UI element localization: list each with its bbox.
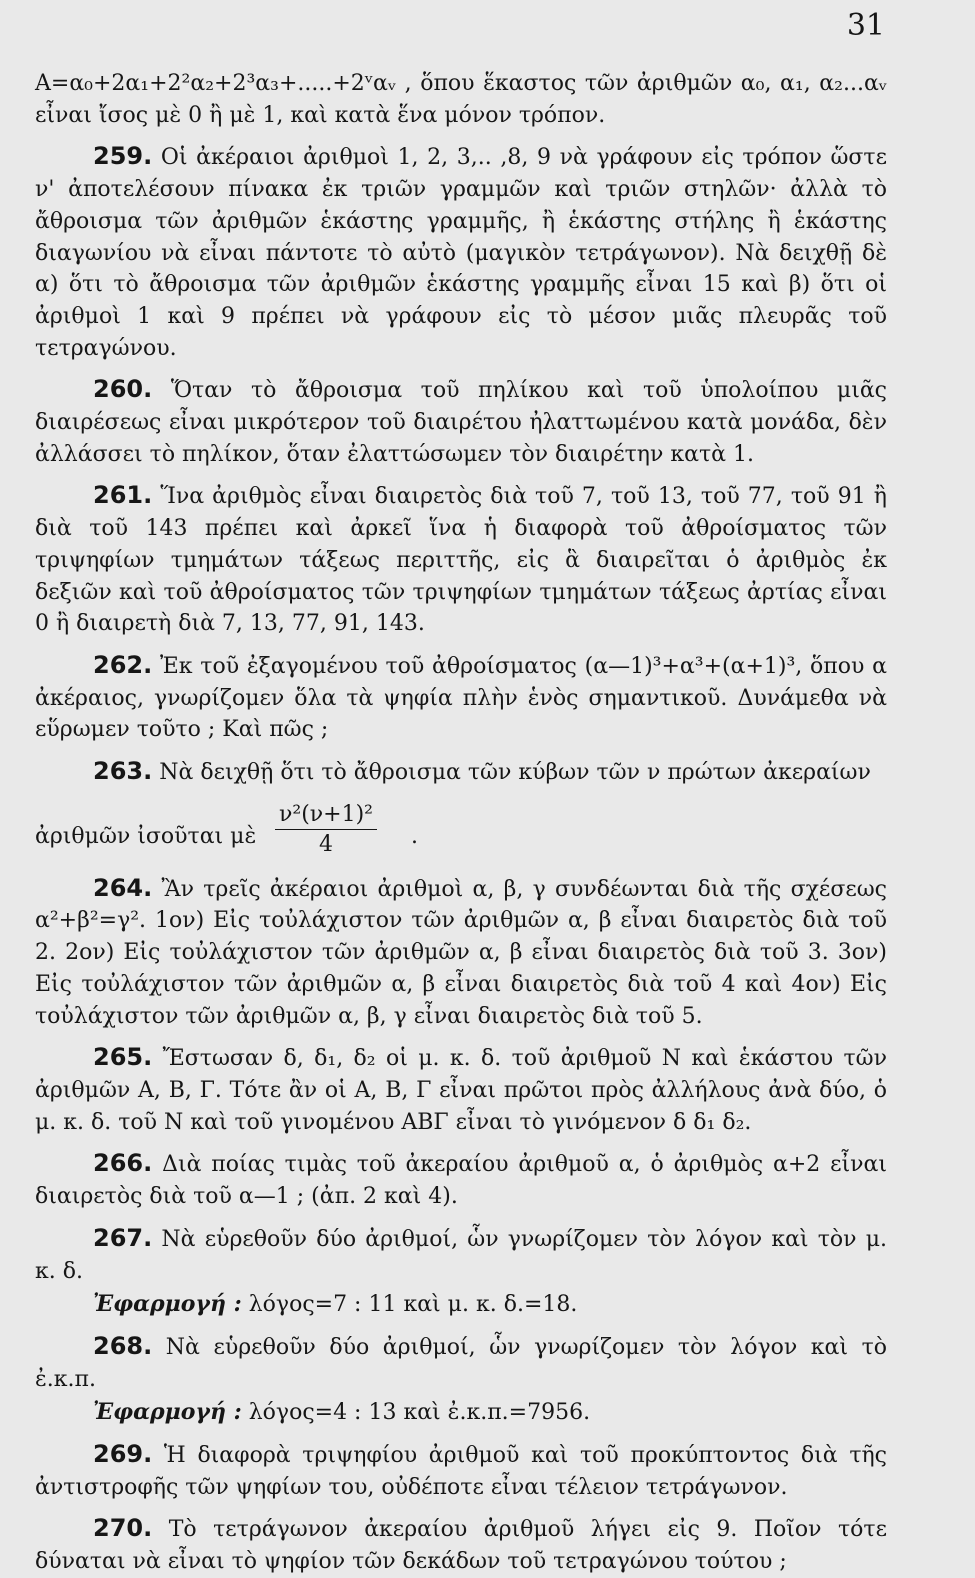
problem-text: Ἵνα ἀριθμὸς εἶναι διαιρετὸς διὰ τοῦ 7, τοῦ 13, τοῦ 77, τοῦ 91 ἢ διὰ τοῦ 143 πρέπει καὶ ἀρκεῖ ἵνα ἡ διαφορὰ τοῦ ἀθροίσματος τῶν τριψηφίων τμημάτων τάξεως περιττῆς, εἰς ἃ διαιρεῖται ὁ ἀριθμὸς ἐκ δεξιῶν καὶ τοῦ ἀθροίσματος τῶν τριψηφίων τμημάτων τάξεως ἀρτίας εἶναι 0 ἢ διαιρετὴ διὰ 7, 13, 77, 91, 143. [35,484,887,637]
page-number: 31 [846,8,885,43]
problem-259 [35,141,887,364]
application-text: λόγος=7 : 11 καὶ μ. κ. δ.=18. [248,1292,578,1318]
application-label: Ἐφαρμογή : [93,1399,242,1426]
problem-267 [35,1223,887,1287]
intro-paragraph: A=α₀+2α₁+2²α₂+2³α₃+.....+2ᵛαᵥ , ὅπου ἕκαστος τῶν ἀριθμῶν α₀, α₁, α₂...αᵥ εἶναι ἴσος μὲ 0 ἢ μὲ 1, καὶ κατὰ ἕνα μόνον τρόπον. [35,71,887,128]
problem-text: Ἐκ τοῦ ἐξαγομένου τοῦ ἀθροίσματος (α—1)³+α³+(α+1)³, ὅπου α ἀκέραιος, γνωρίζομεν ὅλα τὰ ψηφία πλὴν ἑνὸς σημαντικοῦ. Δυνάμεθα νὰ εὕρωμεν τοῦτο ; Καὶ πῶς ; [35,653,887,743]
application-267 [35,1289,887,1321]
problem-number: 262. [93,650,153,679]
problem-text: Διὰ ποίας τιμὰς τοῦ ἀκεραίου ἀριθμοῦ α, ὁ ἀριθμὸς α+2 εἶναι διαιρετὸς διὰ τοῦ α—1 ; (ἀπ. 2 καὶ 4). [35,1152,887,1210]
problem-261 [35,480,887,640]
problem-text: Νὰ εὑρεθοῦν δύο ἀριθμοί, ὧν γνωρίζομεν τὸν λόγον καὶ τὸ ἐ.κ.π. [35,1334,887,1392]
problem-number: 261. [93,481,153,510]
problem-text: Ἔστωσαν δ, δ₁, δ₂ οἱ μ. κ. δ. τοῦ ἀριθμοῦ Ν καὶ ἑκάστου τῶν ἀριθμῶν Α, Β, Γ. Τότε ἂν οἱ Α, Β, Γ εἶναι πρῶτοι πρὸς ἀλλήλους ἀνὰ δύο, ὁ μ. κ. δ. τοῦ Ν καὶ τοῦ γινομένου ΑΒΓ εἶναι τὸ γινόμενον δ δ₁ δ₂. [35,1046,887,1135]
problem-number: 269. [93,1440,153,1469]
fraction-numerator: ν²(ν+1)² [275,801,377,830]
problem-number: 266. [93,1149,153,1178]
problem-number: 263. [93,757,153,786]
problem-text: Τὸ τετράγωνον ἀκεραίου ἀριθμοῦ λήγει εἰς 9. Ποῖον τότε δύναται νὰ εἶναι τὸ ψηφίον τῶν δεκάδων τοῦ τετραγώνου τούτου ; [35,1517,887,1575]
application-text: λόγος=4 : 13 καὶ ἐ.κ.π.=7956. [248,1400,591,1426]
problem-268 [35,1331,887,1395]
formula-end: . [411,823,418,849]
problem-270 [35,1513,887,1577]
formula-fraction [275,801,377,860]
problem-text: Νὰ εὑρεθοῦν δύο ἀριθμοί, ὧν γνωρίζομεν τὸν λόγον καὶ τὸν μ. κ. δ. [35,1226,887,1284]
formula-prefix: ἀριθμῶν ἰσοῦται μὲ [35,823,257,849]
formula-line [35,801,887,863]
problem-263 [35,756,887,789]
problem-264 [35,873,887,1033]
problem-text: Ἡ διαφορὰ τριψηφίου ἀριθμοῦ καὶ τοῦ προκύπτοντος διὰ τῆς ἀντιστροφῆς τῶν ψηφίων του, οὐδέποτε εἶναι τέλειον τετράγωνον. [35,1443,887,1500]
problem-265 [35,1042,887,1138]
problem-number: 259. [93,142,153,171]
problem-number: 270. [93,1514,153,1543]
problem-262 [35,650,887,746]
application-268 [35,1397,887,1429]
problem-269 [35,1439,887,1503]
application-label: Ἐφαρμογή : [93,1291,242,1318]
problem-number: 267. [93,1223,153,1252]
page-body [35,68,887,1578]
problem-text: Νὰ δειχθῇ ὅτι τὸ ἄθροισμα τῶν κύβων τῶν ν πρώτων ἀκεραίων [159,760,871,786]
problem-text: Ἂν τρεῖς ἀκέραιοι ἀριθμοὶ α, β, γ συνδέωνται διὰ τῆς σχέσεως α²+β²=γ². 1ον) Εἰς τοὐλάχιστον τῶν ἀριθμῶν α, β εἶναι διαιρετὸς διὰ τοῦ 2. 2ον) Εἰς τοὐλάχιστον τῶν ἀριθμῶν α, β εἶναι διαιρετὸς διὰ τοῦ 3. 3ον) Εἰς τοὐλάχιστον τῶν ἀριθμῶν α, β εἶναι διαιρετὸς διὰ τοῦ 4 καὶ 4ον) Εἰς τοὐλάχιστον τῶν ἀριθμῶν α, β, γ εἶναι διαιρετὸς διὰ τοῦ 5. [35,876,887,1029]
problem-text: Οἱ ἀκέραιοι ἀριθμοὶ 1, 2, 3,.. ,8, 9 νὰ γράφουν εἰς τρόπον ὥστε ν' ἀποτελέσουν πίνακα ἐκ τριῶν γραμμῶν καὶ τριῶν στηλῶν· ἀλλὰ τὸ ἄθροισμα τῶν ἀριθμῶν ἑκάστης γραμμῆς, ἢ ἑκάστης στήλης ἢ ἑκάστης διαγωνίου νὰ εἶναι πάντοτε τὸ αὐτὸ (μαγικὸν τετράγωνον). Νὰ δειχθῇ δὲ α) ὅτι τὸ ἄθροισμα τῶν ἀριθμῶν ἑκάστης γραμμῆς εἶναι 15 καὶ β) ὅτι οἱ ἀριθμοὶ 1 καὶ 9 πρέπει νὰ γράφουν εἰς τὸ μέσον μιᾶς πλευρᾶς τοῦ τετραγώνου. [35,145,887,361]
problem-number: 260. [93,375,153,404]
fraction-denominator: 4 [318,831,333,857]
problem-number: 268. [93,1331,153,1360]
problem-number: 264. [93,873,153,902]
problem-260 [35,374,887,470]
problem-number: 265. [93,1043,153,1072]
problem-text: Ὅταν τὸ ἄθροισμα τοῦ πηλίκου καὶ τοῦ ὑπολοίπου μιᾶς διαιρέσεως εἶναι μικρότερον τοῦ διαιρέτου ἠλαττωμένου κατὰ μονάδα, δὲν ἀλλάσσει τὸ πηλίκον, ὅταν ἐλαττώσωμεν τὸν διαιρέτην κατὰ 1. [35,378,888,467]
problem-266 [35,1148,887,1212]
